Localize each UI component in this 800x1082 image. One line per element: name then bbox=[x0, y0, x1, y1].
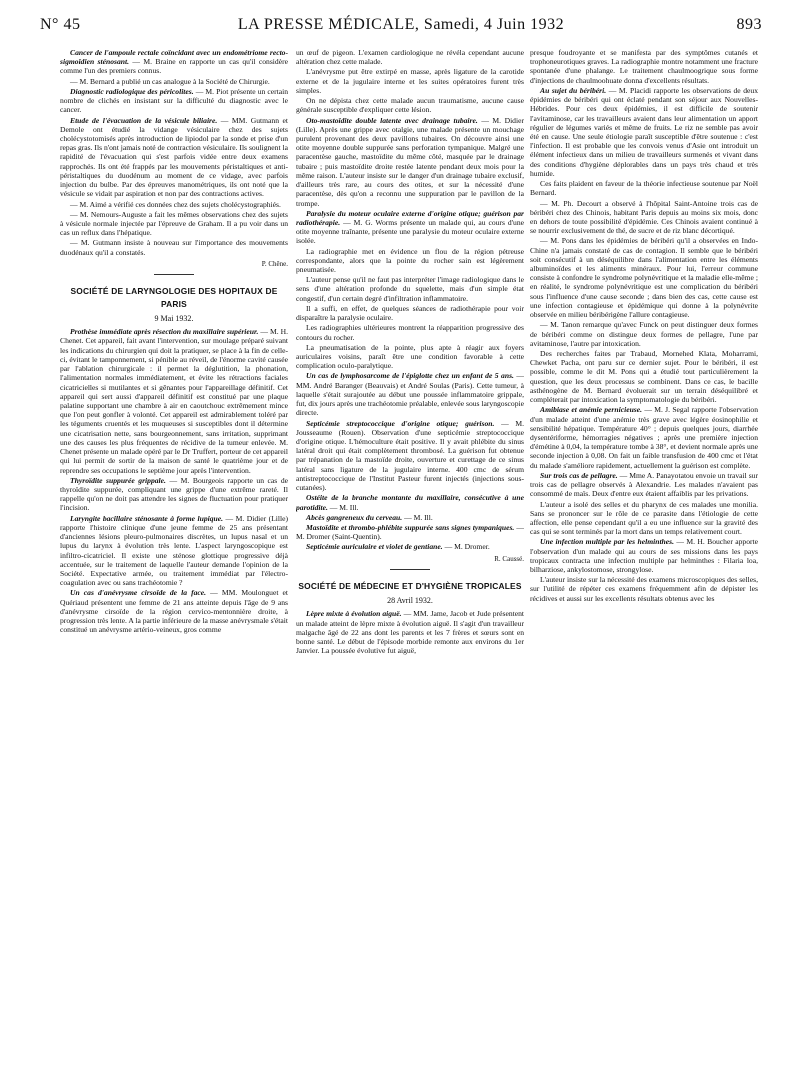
paragraph: Septicémie auriculaire et violet de gentiane. — M. Dromer. bbox=[306, 542, 490, 552]
paragraph: Septicémie streptococcique d'origine otique; guérison. — M. Jousseaume (Rouen). Observation d'une septicémie streptococcique d'origine otique. L'hémoculture était positive. Il y avait phlébite du sinus latéral droit qui était complètement thrombosé. La guérison fut obtenue par trépanation de la mastoïde droite, ouverture et curettage de ce sinus latéral sans ligature de la jugulaire interne. 400 cmc de sérum antistreptococcique de l'Institut Pasteur furent injectés (injections sous-cutanées). bbox=[296, 418, 524, 493]
paragraph: Un cas d'anévrysme cirsoïde de la face. — MM. Moulonguet et Quériaud présentent une femme de 21 ans atteinte depuis l'âge de 9 ans d'anévrysme cirsoïde de la région cervico-mentonnière droite, à progression très lente. A la partie inférieure de la masse anévrysmale s'était constitué un anévrysme artério-veineux, gros comme bbox=[60, 588, 288, 635]
paragraph: Laryngite bacillaire sténosante à forme lupique. — M. Didier (Lille) rapporte l'histoire clinique d'une jeune femme de 25 ans présentant d'anciennes lésions pleuro-pulmonaires discrètes, un lupus nasal et un lupus du larynx à évolution très lente. L'aspect laryngoscopique est infiltro-cicatriciel. Il existe une sténose glottique progressive déjà accentuée, sur le traitement de laquelle l'auteur demande l'opinion de la Société. Expectative armée, ou traitement immédiat par l'électro-coagulation avec ou sans trachéotomie ? bbox=[60, 513, 288, 588]
paragraph: Une infection multiple par les helminthes. — M. H. Boucher apporte l'observation d'un malade qui au cours de ses missions dans les pays tropicaux contracta une infection multiple par helminthes : Filaria loa, bilharziose, ankylostomose, strongylose. bbox=[530, 537, 758, 575]
paragraph: — M. Nemours-Auguste a fait les mêmes observations chez des sujets à vésicule normale injectée par l'épreuve de Graham. Il a pu voir dans un cas un reflux dans l'hépatique. bbox=[60, 209, 288, 238]
paragraph: Ces faits plaident en faveur de la théorie infectieuse soutenue par Noël Bernard. bbox=[530, 179, 758, 198]
divider bbox=[390, 569, 430, 570]
paragraph: — M. Pons dans les épidémies de béribéri qu'il a observées en Indo-Chine n'a jamais constaté de cas de contagion. Il semble que le béribéri soit consécutif à un déséquilibre dans l'alimentation entre les éléments albuminoïdes et les aliments minéraux. Pour lui, l'erreur commune consiste à confondre le syndrome polynévritique et la maladie elle-même ; en réalité, le syndrome polynévritique est une complication du béribéri sous l'influence d'une cause seconde ; dans bien des cas, cette cause est une infection contagieuse et épidémique qui donne à la polynévrite observée en milieu béribérigène l'allure contagieuse. bbox=[530, 236, 758, 320]
paragraph: Ostéite de la branche montante du maxillaire, consécutive à une parotidite. — M. Ill. bbox=[296, 493, 524, 512]
signature: P. Chêne. bbox=[261, 259, 288, 268]
column-2 bbox=[296, 48, 524, 1078]
section-date: 9 Mai 1932. bbox=[154, 313, 194, 323]
paragraph: — M. Aimé a vérifié ces données chez des sujets cholécystographiés. bbox=[70, 199, 281, 209]
paragraph: Les radiographies ultérieures montrent la réapparition progressive des contours du rocher. bbox=[296, 323, 524, 342]
paragraph: Au sujet du béribéri. — M. Placidi rapporte les observations de deux épidémies de béribéri qui ont éclaté pendant son séjour aux Nouvelles-Hébrides. Pour ces deux épidémies, il est difficile de soutenir l'avitaminose, car les travailleurs avaient dans leur alimentation un apport régulier de légumes variés et même de fruits. Le riz ne semble pas avoir été en cause. Une seule étiologie paraît susceptible d'être soutenue : c'est l'infection. Il est probable que les convois venus d'Asie ont introduit un élément infectieux dans un milieu de travailleurs surmenés et vivant dans des conditions d'hygiène déplorables dans un pays très chaud et très humide. bbox=[530, 85, 758, 178]
page-header bbox=[40, 16, 762, 36]
paragraph: On ne dépista chez cette malade aucun traumatisme, aucune cause générale susceptible d'expliquer cette lésion. bbox=[296, 96, 524, 115]
issue-number: N° 45 bbox=[40, 16, 81, 33]
paragraph: — M. Ph. Decourt a observé à l'hôpital Saint-Antoine trois cas de béribéri chez des Chinois, habitant Paris depuis au moins six mois, donc en dehors de toute possibilité d'épidémie. Ces Chinois avaient continué à se nourrir exclusivement de thé, de sucre et de riz blanc décortiqué. bbox=[530, 198, 758, 236]
paragraph: Des recherches faites par Trabaud, Mornehed Klata, Moharrami, Chewket Pacha, ont paru sur ce dernier sujet. Pour le béribéri, il est possible, comme le dit M. Pons qui a étudié tout particulièrement la question, que les deux processus se combinent. Dans ce cas, le bacille asthénogène de M. Bernard évoluerait sur un terrain déséquilibré et compléterait par intoxication la symptomatologie du béribéri. bbox=[530, 349, 758, 405]
paragraph: Amibiase et anémie pernicieuse. — M. J. Segal rapporte l'observation d'un malade atteint d'une anémie très grave avec légère éosinophilie et sensibilité hépatique. Température 40° ; depuis quelques jours, diarrhée dysentériforme, hémorragies négatives ; après une première injection d'émétine à 0,04, la température tombe à 38°, et devient normale après une seconde injection à 0,08. On fait un faible transfusion de 400 cmc et l'état du malade s'améliore rapidement, actuellement la guérison est complète. bbox=[530, 405, 758, 470]
paragraph: un œuf de pigeon. L'examen cardiologique ne révéla cependant aucune altération chez cette malade. bbox=[296, 48, 524, 67]
paragraph: Un cas de lymphosarcome de l'épiglotte chez un enfant de 5 ans. — MM. André Baranger (Beauvais) et André Soulas (Paris). Cette tumeur, à laquelle s'était surajoutée au début une poussée inflammatoire grippale, fut, dix jours après une trachéotomie préalable, enlevée sous laryngoscopie directe. bbox=[296, 371, 524, 418]
paragraph: L'anévrysme put être extirpé en masse, après ligature de la carotide externe et de la jugulaire interne et les suites opératoires furent très simples. bbox=[296, 67, 524, 95]
signature: R. Caussé. bbox=[494, 554, 524, 563]
paragraph: Diagnostic radiologique des péricolites. — M. Piot présente un certain nombre de clichés en insistant sur la difficulté du diagnostic avec le cancer. bbox=[60, 86, 288, 115]
paragraph: La pneumatisation de la pointe, plus apte à réagir aux foyers auriculaires voisins, paraît être une condition favorable à cette complication oculo-paralytique. bbox=[296, 342, 524, 371]
paragraph: Thyroïdite suppurée grippale. — M. Bourgeois rapporte un cas de thyroïdite suppurée, compliquant une grippe d'une extrême rareté. Il rappelle qu'on ne doit pas attendre les signes de fluctuation pour pratiquer l'incision. bbox=[60, 475, 288, 513]
paragraph: Paralysie du moteur oculaire externe d'origine otique; guérison par radiothérapie. — M. G. Worms présente un malade qui, au cours d'une otite moyenne traînante, présente une paralysie du moteur oculaire externe isolée. bbox=[296, 208, 524, 246]
divider bbox=[154, 274, 194, 275]
paragraph: Cancer de l'ampoule rectale coïncidant avec un endométriome recto-sigmoïdien sténosant. — M. Braine en rapporte un cas qu'il considère comme l'un des premiers connus. bbox=[60, 48, 288, 76]
paragraph: — M. Bernard a publié un cas analogue à la Société de Chirurgie. bbox=[70, 76, 270, 86]
paragraph: — M. Tanon remarque qu'avec Funck on peut distinguer deux formes de béribéri comme on distingue deux formes de pellagre, l'une par avitaminose, l'autre par intoxication. bbox=[530, 320, 758, 348]
paragraph: — M. Gutmann insiste à nouveau sur l'importance des mouvements duodénaux qu'il a constatés. bbox=[60, 238, 288, 257]
column-1 bbox=[60, 48, 288, 1078]
paragraph: L'auteur insiste sur la nécessité des examens microscopiques des selles, sur l'utilité de répéter ces examens fréquemment afin de dépister les récidives et aussi sur les excellents résultats obtenus avec les bbox=[530, 575, 758, 603]
paragraph: L'auteur pense qu'il ne faut pas interpréter l'image radiologique dans le sens d'une altération profonde du squelette, mais d'un simple état congestif, d'un certain degré d'infiltration inflammatoire. bbox=[296, 275, 524, 303]
column-3 bbox=[530, 48, 758, 1078]
paragraph: presque foudroyante et se manifesta par des symptômes cutanés et trophoneurotiques graves. La radiographie montre notamment une fracture spontanée d'une phalange. Le traitement chaulmoogrique sous forme d'injections de chaulmoohuate donna d'excellents résultats. bbox=[530, 48, 758, 85]
paragraph: La radiographie met en évidence un flou de la région pétreuse correspondante, alors que la pointe du rocher sain est légèrement pneumatisée. bbox=[296, 246, 524, 275]
paragraph: Etude de l'évacuation de la vésicule biliaire. — MM. Gutmann et Demole ont étudié la vidange vésiculaire chez des sujets cholécystotomisés après introduction de lipiodol par la sonde et prise d'un repas gras. Ils n'ont jamais noté de contraction vésiculaire. Ils soulignent la rapidité de l'évacuation qui s'est parfois vidée entre deux examens rapprochés. Ils ont été frappés par les mouvements péristaltiques et anti-péristaltiques du duodénum au moment de ce vidage, avec parfois injection du bulbe. Par des épreuves manométriques, ils ont noté que la vésicule se vidait par aspiration et non par des contractions actives. bbox=[60, 115, 288, 199]
paragraph: Oto-mastoïdite double latente avec drainage tubaire. — M. Didier (Lille). Après une grippe avec otalgie, une malade présente un mouchage purulent provenant des deux pavillons tubaires. On découvre ainsi une otite moyenne double suppurée sans perforation tympanique. Malgré une paracentèse gauche, mastoïdite du même côté, masquée par le drainage tubaire ; puis mastoïdite droite restée latente pendant deux mois pour la même raison. L'auteur insiste sur le danger d'un drainage tubaire exclusif, d'ailleurs très rare, au cours des otites, et sur la nécessité d'une paracentèse, dès qu'on a reconnu une suppuration par le pavillon de la trompe. bbox=[296, 115, 524, 208]
paragraph: Lèpre mixte à évolution aiguë. — MM. Jame, Jacob et Jude présentent un malade atteint de lèpre mixte à évolution aiguë. Il s'agit d'un travailleur malgache âgé de 22 ans dont les parents et les 7 frères et sœurs sont en bonne santé. Le début de l'épisode morbide remonte aux environs du 1er Janvier. La poussée évolutive fut aiguë, bbox=[296, 609, 524, 656]
paragraph: L'auteur a isolé des selles et du pharynx de ces malades une monilia. Sans se prononcer sur le rôle de ce parasite dans l'étiologie de cette affection, elle pense cependant qu'il a eu une influence sur la gravité des cas qui se sont terminés par la mort dans un temps relativement court. bbox=[530, 499, 758, 537]
paragraph: Abcès gangreneux du cerveau. — M. Ill. bbox=[306, 512, 433, 522]
page-number: 893 bbox=[736, 16, 762, 33]
paragraph: Il a suffi, en effet, de quelques séances de radiothérapie pour voir disparaître la paralysie oculaire. bbox=[296, 303, 524, 323]
paragraph: Mastoïdite et thrombo-phlébite suppurée sans signes tympaniques. — M. Dromer (Saint-Quentin). bbox=[296, 522, 524, 542]
section-heading: SOCIÉTÉ DE LARYNGOLOGIE DES HOPITAUX DE PARIS bbox=[70, 286, 278, 309]
paragraph: Sur trois cas de pellagre. — Mme A. Panayotatou envoie un travail sur trois cas de pellagre observés à Alexandrie. Les malades n'avaient pas consommé de maïs. Deux d'entre eux étaient affaiblis par les privations. bbox=[530, 470, 758, 499]
section-heading: SOCIÉTÉ DE MÉDECINE ET D'HYGIÈNE TROPICALES bbox=[298, 581, 522, 592]
journal-title: LA PRESSE MÉDICALE, Samedi, 4 Juin 1932 bbox=[237, 16, 565, 33]
section-date: 28 Avril 1932. bbox=[387, 595, 433, 605]
paragraph: Prothèse immédiate après résection du maxillaire supérieur. — M. H. Chenet. Cet appareil, fait avant l'intervention, sur moulage préparé suivant les indications du chirurgien qui doit la pratiquer, se place à la fin de celle-ci, évitant le tamponnement, si pénible au réveil, de l'énorme cavité causée par l'ablation chirurgicale : il permet la déglutition, la phonation, l'alimentation normales immédiatement, et évite les rétractions faciales cicatricielles si mutilantes et si gênantes pour l'appareillage définitif. Cet appareil qui sert aussi d'appareil définitif est constitué par une plaque palatine supportant une chambre à air en caoutchouc extrêmement mince que l'on peut gonfler à volonté. Cet appareil est admirablement toléré par les téguments cruentés et les muqueuses si susceptibles dont il détermine une cicatrisation nette, sans bourgeonnement, sans irritation, supprimant une des causes les plus fréquentes de récidive de la tumeur enlevée. M. Chenet présente un malade opéré par le Dr Truffert, porteur de cet appareil qui lui permit de sortir de la maison de santé le quatrième jour et de reprendre ses occupations le septième jour après l'intervention. bbox=[60, 327, 288, 475]
